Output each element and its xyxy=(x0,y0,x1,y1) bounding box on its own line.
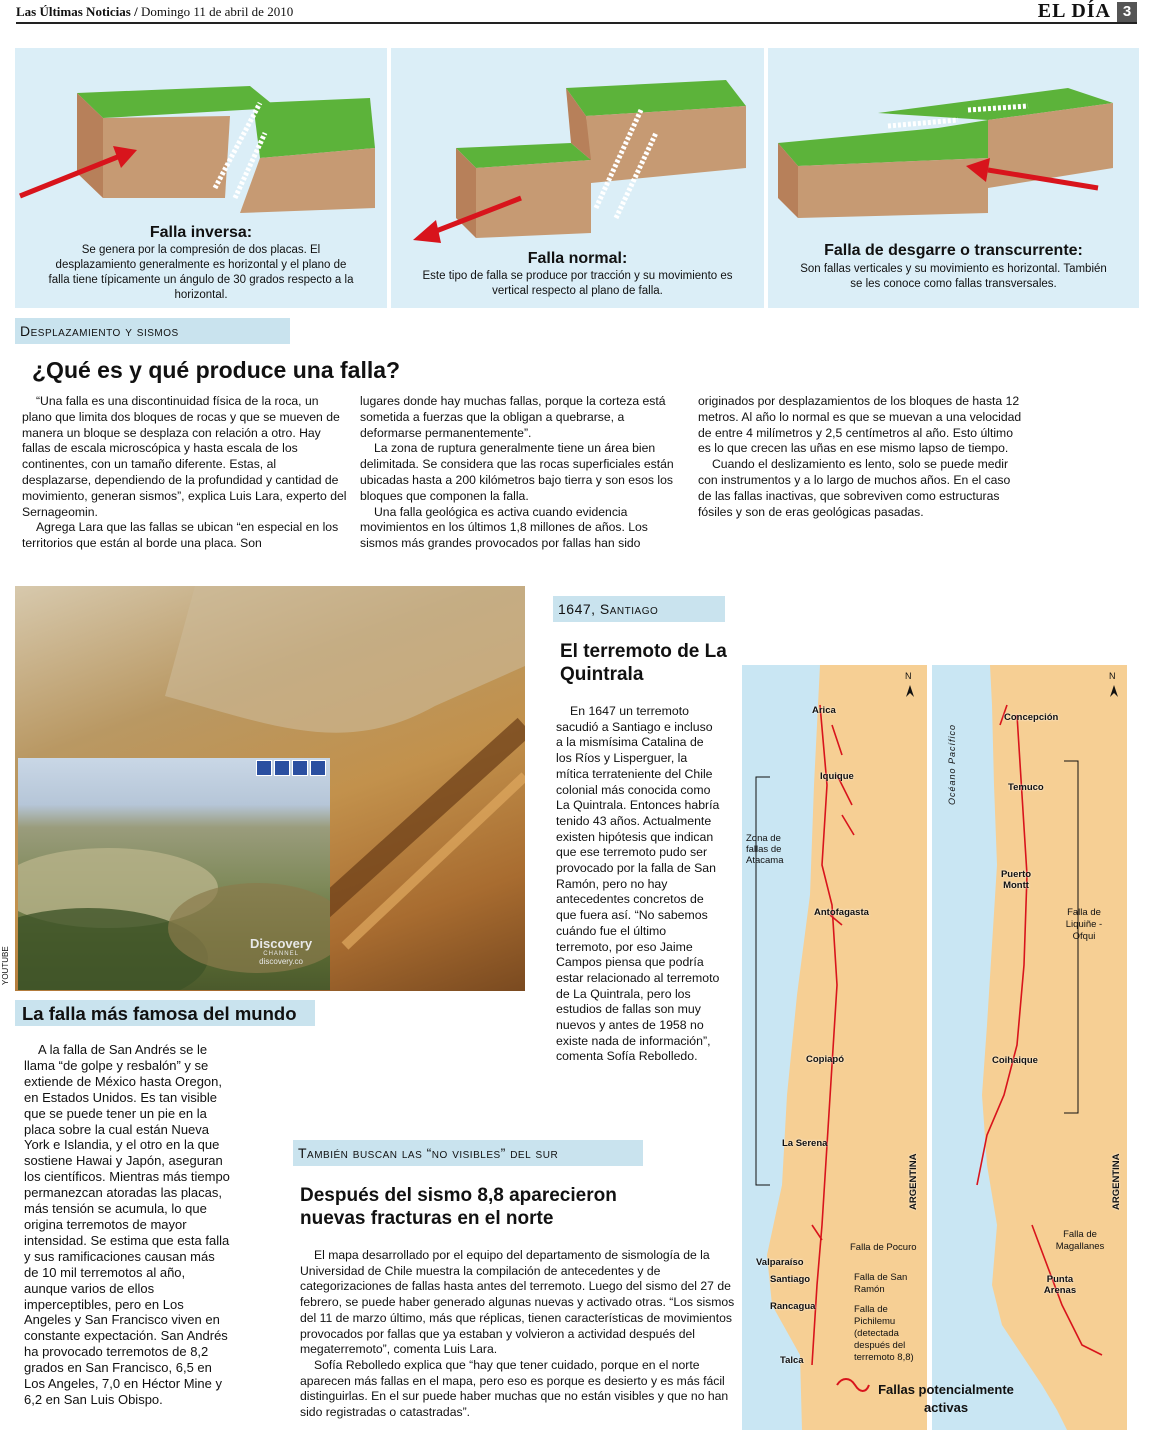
fault-title: Falla de desgarre o transcurrente: xyxy=(824,242,1083,259)
paragraph: “Una falla es una discontinuidad física de la roca, un plano que limita dos bloques de rocas y que se mueven de manera un bloque se desplaza con relación a otro. Hay fallas de escala microscópica y hasta escala de los continentes, con un tamaño diferente. Estas, al desplazarse, dependiendo de la profundidad y cantidad de movimiento, generan sismos”, explica Luis Lara, experto del Sernageomin. xyxy=(22,394,347,519)
fault-panel-normal xyxy=(391,48,764,308)
map-legend: Fallas potencialmente activas xyxy=(878,1382,1014,1415)
article-headline: La falla más famosa del mundo xyxy=(22,1003,297,1024)
fault-diagram-inversa xyxy=(15,48,387,228)
city-label: Puerto Montt xyxy=(1000,869,1032,891)
newspaper-header xyxy=(16,4,293,20)
fault-text: Este tipo de falla se produce por tracción y su movimiento es vertical respecto al plano de falla. xyxy=(422,270,733,297)
section-tag: 1647, Santiago xyxy=(553,596,725,622)
paragraph: El mapa desarrollado por el equipo del departamento de sismología de la Universidad de Chile muestra la compilación de antecedentes y de categorizaciones de fallas hasta antes del terremoto. Luego del sismo del 27 de febrero, se puede haber generado algunas nuevas y activado otras. “Los sismos del 11 de marzo último, más que réplicas, tienen características de movimientos provocados por fallas que ya estaban y volvieron a actividad después del megaterremoto”, comenta Luis Lara. xyxy=(300,1248,735,1357)
header-date: Domingo 11 de abril de 2010 xyxy=(140,4,294,19)
fault-text: Se genera por la compresión de dos placas. El desplazamiento generalmente es horizontal y el plano de falla tiene típicamente un ángulo de 30 grados respecto a la horizontal. xyxy=(48,244,354,301)
window-icon[interactable] xyxy=(256,760,272,776)
city-label: Copiapó xyxy=(806,1054,844,1065)
fault-panel-desgarre xyxy=(768,48,1139,308)
city-label: Iquique xyxy=(820,771,854,782)
city-label: Temuco xyxy=(1008,782,1044,793)
fault-label: Falla de Pocuro xyxy=(850,1242,917,1253)
header-rule xyxy=(16,22,1137,24)
city-label: La Serena xyxy=(782,1138,828,1149)
paragraph: originados por desplazamientos de los bloques de hasta 12 metros. Al año lo normal es que se muevan a una velocidad de entre 4 milímetros y 2,5 centímetros al año. Esto último es lo que crecen las uñas en ese mismo lapso de tiempo. xyxy=(698,394,1022,456)
paragraph: Una falla geológica es activa cuando evidencia movimientos en los últimos 1,8 millones de años. Los sismos más grandes provocados por fallas han sido xyxy=(360,504,648,551)
maximize-icon[interactable] xyxy=(310,760,326,776)
fault-label: Falla de Pichilemu (detectada después del terremoto 8,8) xyxy=(854,1304,914,1363)
ocean-label: Océano Pacífico xyxy=(947,723,957,805)
article-headline: Después del sismo 8,8 aparecieron nuevas fracturas en el norte xyxy=(300,1185,617,1229)
fault-label: Falla de Liquiñe - Ofqui xyxy=(1065,907,1103,942)
fault-title: Falla normal: xyxy=(527,250,628,267)
paragraph: A la falla de San Andrés se le llama “de golpe y resbalón” y se extiende de México hasta Oregon, en Estados Unidos. Es tan visible que se puede tener un pie en la placa sobre la cual están Nueva York e Islandia, y el otro en la que sostiene Hawai y Japón, aseguran los científicos. Mientras más tiempo permanezcan atoradas las placas, más tensión se acumula, lo que origina terremotos de mayor intensidad. Se estima que esta falla y sus ramificaciones causan más de 10 mil terremotos al año, aunque varios de ellos imperceptibles, pero en Los Angeles y San Francisco viven en constante expectación. San Andrés ha provocado terremotos de 8,2 grados en San Francisco, 6,5 en Los Angeles, 7,0 en Héctor Mine y 6,2 en San Luis Obispo. xyxy=(24,1042,230,1407)
city-label: Punta Arenas xyxy=(1043,1274,1077,1296)
city-label: Santiago xyxy=(770,1274,811,1285)
fault-title: Falla inversa: xyxy=(149,224,253,241)
city-label: Valparaíso xyxy=(756,1257,804,1268)
city-label: Talca xyxy=(780,1355,804,1366)
newspaper-name: Las Últimas Noticias / xyxy=(16,4,138,19)
fault-map xyxy=(742,665,1127,1430)
article-headline: ¿Qué es y qué produce una falla? xyxy=(32,357,401,383)
fault-diagram-normal xyxy=(391,48,764,248)
fault-text: Son fallas verticales y su movimiento es horizontal. También se les conoce como fallas transversales. xyxy=(800,263,1107,290)
north-label: N xyxy=(905,671,912,681)
section-header xyxy=(1038,0,1137,23)
paragraph: Agrega Lara que las fallas se ubican “en especial en los territorios que están al borde una placa. Son xyxy=(22,520,339,551)
aerial-photo xyxy=(15,586,525,991)
country-label: ARGENTINA xyxy=(908,1153,919,1210)
city-label: Coihaique xyxy=(992,1055,1038,1066)
article-body xyxy=(24,1042,232,1408)
page-number: 3 xyxy=(1117,2,1137,22)
fault-diagram-desgarre xyxy=(768,48,1139,238)
paragraph: lugares donde hay muchas fallas, porque la corteza está sometida a fuerzas que la obligan a quebrarse, a deformarse permanentemente”. xyxy=(360,394,666,440)
article-body xyxy=(556,704,722,1065)
inset-video-frame xyxy=(18,758,330,990)
section-name: EL DÍA xyxy=(1037,0,1111,22)
minimize-icon[interactable] xyxy=(292,760,308,776)
article-column-2 xyxy=(360,394,685,552)
map-graphic xyxy=(742,665,1127,1430)
fault-label: Falla de San Ramón xyxy=(854,1272,908,1295)
fault-label: Falla de Magallanes xyxy=(1055,1229,1105,1252)
paragraph: En 1647 un terremoto sacudió a Santiago e incluso a la mismísima Catalina de los Ríos y Lisperguer, la mítica terrateniente del Chile colonial más conocida como La Quintrala. Entonces habría tenido 43 años. Actualmente existen hipótesis que indican que ese terremoto pudo ser provocado por la falla de San Ramón, pero no hay antecedentes concretos de que fuera así. “No sabemos cuándo fue el último terremoto, por eso Jaime Campos piensa que podría estar relacionado al terremoto de La Quintrala, pero los estudios de fallas son muy nuevos y antes de 1958 no existe nada de información”, comenta Sofía Rebolledo. xyxy=(556,704,720,1064)
move-icon[interactable] xyxy=(274,760,290,776)
country-label: ARGENTINA xyxy=(1111,1153,1122,1210)
north-label: N xyxy=(1109,671,1116,681)
photo-credit: YOUTUBE xyxy=(1,946,10,985)
city-label: Concepción xyxy=(1004,712,1059,723)
city-label: Antofagasta xyxy=(814,907,869,918)
article-headline: El terremoto de La Quintrala xyxy=(560,641,727,685)
section-tag: Desplazamiento y sismos xyxy=(15,318,290,344)
section-tag: También buscan las “no visibles” del sur xyxy=(293,1140,643,1166)
zone-label: Zona de fallas de Atacama xyxy=(746,833,784,866)
article-body xyxy=(300,1248,735,1421)
paragraph: Sofía Rebolledo explica que “hay que tener cuidado, porque en el norte aparecen más fallas en el mapa, pero eso es porque es desierto y es más fácil distinguirlas. En el sur puede haber muchas que no están visibles y que no han sido registradas o catastradas”. xyxy=(300,1357,729,1420)
discovery-logo: Discovery CHANNEL discovery.co xyxy=(250,936,313,966)
city-label: Arica xyxy=(812,705,836,716)
video-controls xyxy=(256,760,326,776)
article-column-1 xyxy=(22,394,347,552)
city-label: Rancagua xyxy=(770,1301,816,1312)
paragraph: Cuando el deslizamiento es lento, solo se puede medir con instrumentos y a lo largo de muchos años. En el caso de las fallas inactivas, que sobreviven como estructuras fósiles y son de eras geológicas pasadas. xyxy=(698,457,1011,519)
article-column-3 xyxy=(698,394,1023,520)
fault-panel-inversa xyxy=(15,48,387,308)
paragraph: La zona de ruptura generalmente tiene un área bien delimitada. Se considera que las rocas superficiales están ubicadas hasta a 200 kilómetros bajo tierra y son esos los bloques que componen la falla. xyxy=(360,441,674,503)
